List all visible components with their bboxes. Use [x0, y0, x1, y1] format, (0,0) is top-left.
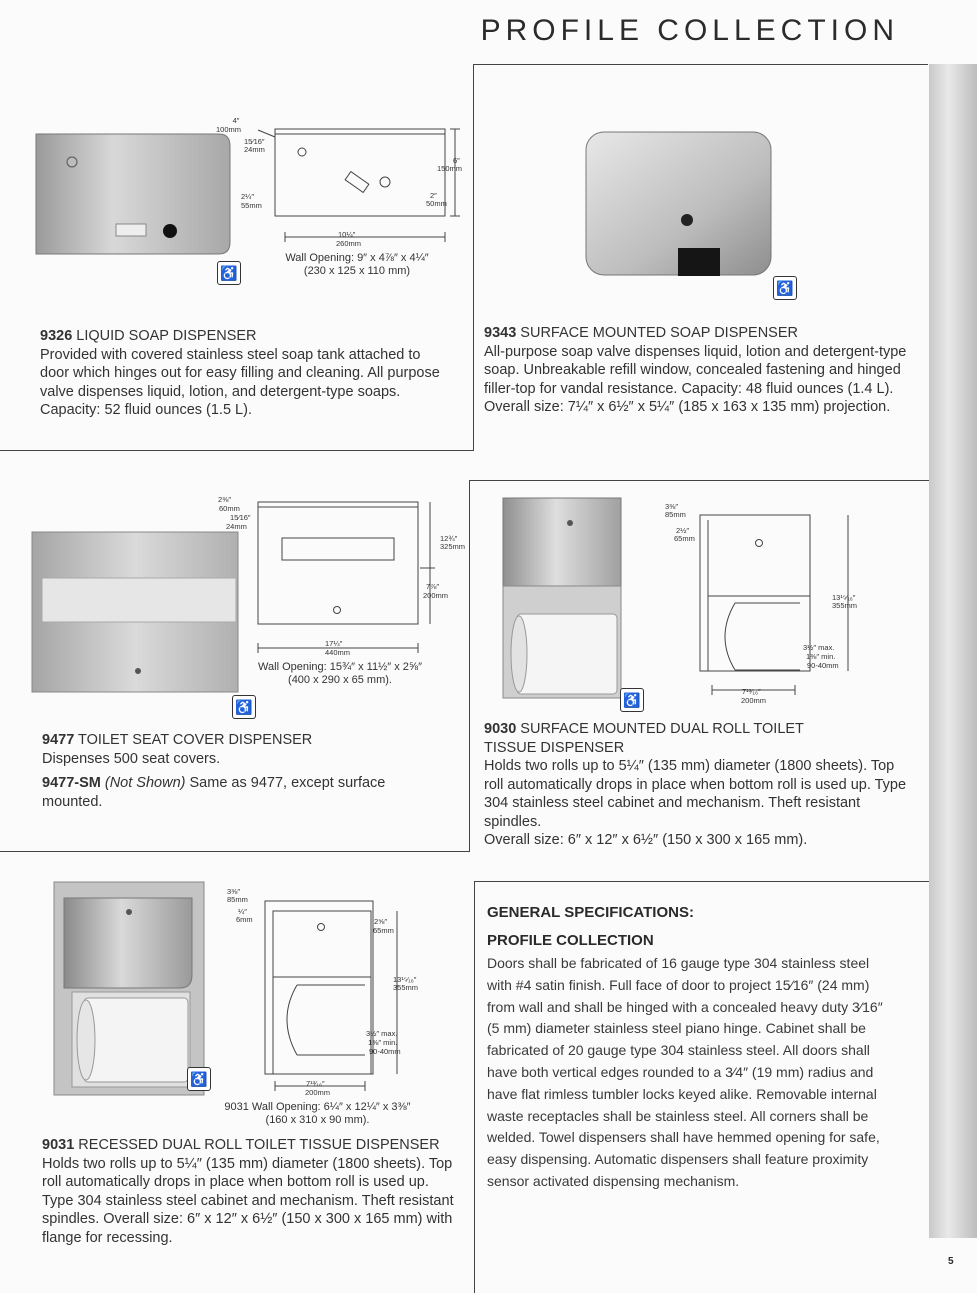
- dim-label: 13¹⁵⁄₁₆″: [832, 593, 856, 602]
- dim-label: 55mm: [241, 201, 262, 210]
- dim-label: 2⅜″: [218, 495, 232, 504]
- dim-label: 17¼″: [325, 639, 343, 648]
- product-image-9031: [52, 880, 207, 1098]
- product-note: (Not Shown): [104, 775, 186, 791]
- dim-label: 325mm: [440, 542, 466, 551]
- specs-body: Doors shall be fabricated of 16 gauge type 304 stainless steel with #4 satin finish. Full face of door to project 15⁄16″ (24 mm) from wall and shall be hinged with a concealed heavy duty 3⁄16″ (5 mm) diameter stainless steel piano hinge. Cabinet shall be fabricated of 20 gauge type 304 stainless steel. All doors shall have both vertical edges rounded to a 3⁄4″ (19 mm) radius and have flat rimless tumbler locks keyed alike. Removable internal waste receptacles shall be stainless steel. All corners shall be welded. Towel dispensers shall have hemmed opening for safe, easy dispensing. Automatic dispensers shall feature proximity sensor activated dispensing mechanism.: [487, 955, 883, 1189]
- dim-label: 6″: [453, 156, 460, 165]
- dim-label: 24mm: [226, 522, 247, 531]
- dimension-drawing-9477: [230, 490, 470, 670]
- dim-label: 355mm: [832, 601, 858, 610]
- dim-label: 12¾″: [440, 534, 458, 543]
- product-name: SURFACE MOUNTED SOAP DISPENSER: [520, 325, 798, 341]
- wheelchair-accessible-icon: ♿: [232, 695, 256, 719]
- product-size: Overall size: 6″ x 12″ x 6½″ (150 x 300 x 165 mm).: [484, 832, 808, 848]
- product-image-9030: [493, 496, 633, 708]
- dim-label: 2⅝″: [374, 917, 388, 926]
- dim-label: 100mm: [216, 125, 242, 134]
- dim-label: 13¹⁵⁄₁₆″: [393, 975, 417, 984]
- product-name: RECESSED DUAL ROLL TOILET TISSUE DISPENSER: [78, 1137, 440, 1153]
- dim-label: 200mm: [423, 591, 449, 600]
- product-image-9326: [34, 132, 234, 260]
- product-description: Holds two rolls up to 5¼″ (135 mm) diameter (1800 sheets). Top roll automatically drops in place when bottom roll is used up. Type 304 stainless steel cabinet and mechanism. Theft resistant spindles. Overall size: 6″ x 12″ x 6½″ (150 x 300 x 165 mm) with flange for recessing.: [42, 1155, 454, 1246]
- dim-label: 355mm: [393, 983, 419, 992]
- divider: [474, 881, 929, 882]
- dim-label: 65mm: [674, 534, 695, 543]
- dim-label: 260mm: [336, 239, 362, 248]
- dim-label: 2¼″: [241, 192, 255, 201]
- dimension-drawing-9031: [255, 885, 435, 1105]
- dim-label: 15⁄16″: [230, 513, 251, 522]
- dim-label: 3½″ max.: [366, 1029, 398, 1038]
- wall-opening-label: Wall Opening: 15¾″ x 11½″ x 2⅝″: [258, 661, 422, 673]
- wheelchair-accessible-icon: ♿: [217, 261, 241, 285]
- dim-label: 200mm: [741, 696, 767, 705]
- specs-subheading: PROFILE COLLECTION: [487, 932, 654, 949]
- product-name: LIQUID SOAP DISPENSER: [76, 328, 257, 344]
- dim-label: 60mm: [219, 504, 240, 513]
- divider: [473, 64, 928, 65]
- product-description: Provided with covered stainless steel soap tank attached to door which hinges out for easy filling and cleaning. All purpose valve dispenses liquid, lotion, and detergent-type soaps. Capacity: 52 fluid ounces (1.5 L).: [40, 346, 440, 418]
- product-description: All-purpose soap valve dispenses liquid, lotion and detergent-type soap. Unbreakable refill window, concealed fastening and hinged filler-top for vandal resistance. Capacity: 48 fluid ounces (1.4 L). Overall size: 7¼″ x 6½″ x 5¼″ (185 x 163 x 135 mm) projection.: [484, 343, 907, 415]
- dim-label: 90-40mm: [369, 1047, 401, 1056]
- dim-label: 7⅞″: [426, 582, 440, 591]
- product-code: 9477-SM: [42, 775, 101, 791]
- dim-label: 2½″: [676, 526, 690, 535]
- dim-label: 65mm: [373, 926, 394, 935]
- dim-label: 200mm: [305, 1088, 331, 1097]
- dim-label: 3½″ max.: [803, 643, 835, 652]
- dim-label: 3⅜″: [227, 887, 241, 896]
- wall-opening-label: Wall Opening: 9″ x 4⅞″ x 4¼″: [285, 252, 429, 264]
- divider: [0, 450, 474, 451]
- divider: [0, 851, 470, 852]
- wheelchair-accessible-icon: ♿: [773, 276, 797, 300]
- wall-opening-mm: (230 x 125 x 110 mm): [303, 265, 411, 277]
- page-title: PROFILE COLLECTION: [480, 14, 899, 47]
- wall-opening-mm: (160 x 310 x 90 mm).: [265, 1114, 370, 1126]
- side-decorative-strip: [929, 64, 977, 1238]
- wall-opening-label: 9031 Wall Opening: 6¼″ x 12¼″ x 3⅜″: [224, 1101, 411, 1113]
- dim-label: 15⁄16″: [244, 137, 265, 146]
- product-description: Dispenses 500 seat covers.: [42, 750, 221, 767]
- wall-opening-mm: (400 x 290 x 65 mm).: [288, 674, 392, 686]
- dim-label: 7¹³⁄₁₆″: [742, 687, 761, 696]
- dim-label: 50mm: [426, 199, 447, 208]
- product-code: 9030: [484, 721, 517, 737]
- dim-label: 1⅜″ min.: [368, 1038, 398, 1047]
- product-code: 9031: [42, 1137, 75, 1153]
- divider: [469, 480, 929, 481]
- specs-heading: GENERAL SPECIFICATIONS:: [487, 904, 694, 921]
- dim-label: 7¹³⁄₁₆″: [306, 1079, 325, 1088]
- product-name: TOILET SEAT COVER DISPENSER: [78, 732, 313, 748]
- dim-label: 150mm: [437, 164, 463, 173]
- dim-label: 85mm: [227, 895, 248, 904]
- product-code: 9477: [42, 732, 75, 748]
- dim-label: ¼″: [238, 907, 247, 916]
- product-code: 9326: [40, 328, 73, 344]
- dim-label: 24mm: [244, 145, 265, 154]
- dim-label: 4″: [232, 116, 240, 125]
- dim-label: 440mm: [325, 648, 351, 657]
- dim-label: 90-40mm: [807, 661, 839, 670]
- dim-label: 10¼″: [338, 230, 356, 239]
- product-name: SURFACE MOUNTED DUAL ROLL TOILET TISSUE DISPENSER: [484, 721, 804, 756]
- divider: [474, 881, 475, 1293]
- dim-label: 6mm: [236, 915, 253, 924]
- product-description: Holds two rolls up to 5¼″ (135 mm) diameter (1800 sheets). Top roll automatically drops in place when bottom roll is used up. Type 304 stainless steel cabinet and mechanism. Theft resistant spindles.: [484, 758, 907, 830]
- page-number: 5: [948, 1256, 954, 1267]
- dim-label: 85mm: [665, 510, 686, 519]
- product-image-9477: [30, 530, 240, 695]
- product-code: 9343: [484, 325, 517, 341]
- wheelchair-accessible-icon: ♿: [187, 1067, 211, 1091]
- wheelchair-accessible-icon: ♿: [620, 688, 644, 712]
- dim-label: 1⅜″ min.: [806, 652, 836, 661]
- product-image-9343: [584, 130, 774, 280]
- product-description: Same as 9477, except surface mounted.: [42, 775, 386, 810]
- dim-label: 2″: [430, 191, 437, 200]
- dim-label: 3⅜″: [665, 502, 679, 511]
